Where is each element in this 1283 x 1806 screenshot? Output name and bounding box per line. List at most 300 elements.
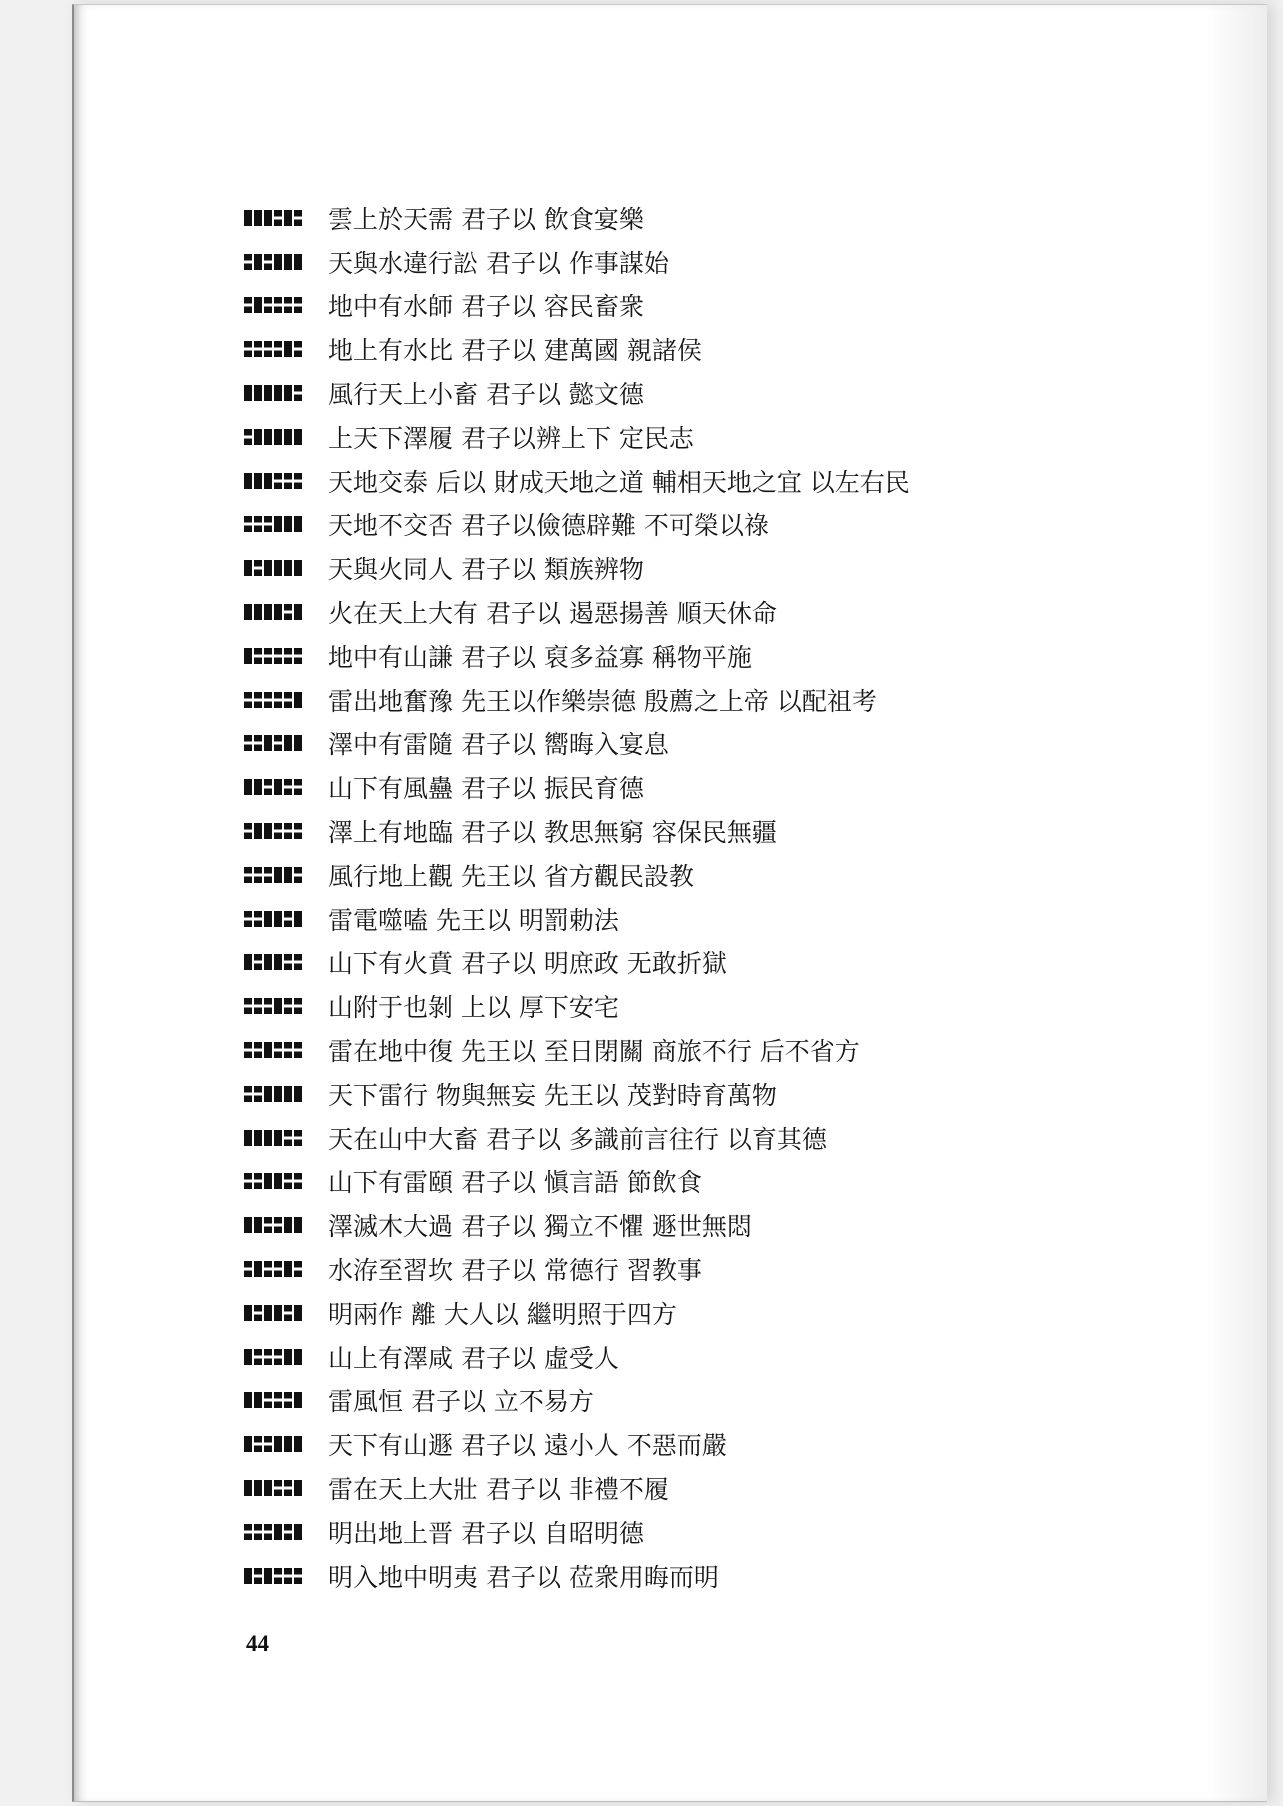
yin-line: [274, 1577, 282, 1584]
hexagram-entry: [244, 1291, 1144, 1335]
yang-line: [274, 1173, 282, 1189]
yang-line: [264, 1305, 272, 1321]
yin-line: [274, 745, 282, 752]
yin-line: [254, 1183, 262, 1190]
yin-line: [284, 1533, 292, 1540]
yang-line: [284, 1349, 292, 1365]
yin-line: [254, 867, 262, 874]
yin-line: [274, 823, 282, 830]
yin-line: [254, 657, 262, 664]
yang-line: [294, 911, 302, 927]
hexagram-icon: [244, 823, 304, 839]
yin-line: [244, 341, 252, 348]
yin-line: [264, 998, 272, 1005]
hexagram-text: 地中有水師 君子以 容民畜衆: [328, 292, 644, 322]
yin-line: [284, 779, 292, 786]
yang-line: [244, 1392, 252, 1408]
yang-line: [244, 1130, 252, 1146]
yin-line: [244, 1086, 252, 1093]
yin-line: [264, 526, 272, 533]
yang-line: [244, 1217, 252, 1233]
yang-line: [254, 1261, 262, 1277]
hexagram-entry: [244, 196, 1144, 240]
yang-line: [274, 1130, 282, 1146]
yin-line: [294, 297, 302, 304]
yang-line: [244, 1480, 252, 1496]
yang-line: [254, 473, 262, 489]
yin-line: [284, 1139, 292, 1146]
yin-line: [294, 954, 302, 961]
hexagram-icon: [244, 254, 304, 270]
yin-line: [244, 438, 252, 445]
yin-line: [284, 604, 292, 611]
yang-line: [294, 1392, 302, 1408]
yin-line: [284, 297, 292, 304]
yang-line: [284, 735, 292, 751]
yin-line: [244, 1042, 252, 1049]
yin-line: [274, 307, 282, 314]
hexagram-text: 水洊至習坎 君子以 常德行 習教事: [328, 1256, 702, 1286]
hexagram-icon: [244, 1042, 304, 1058]
hexagram-text: 澤滅木大過 君子以 獨立不懼 遯世無悶: [328, 1212, 752, 1242]
yin-line: [284, 1402, 292, 1409]
hexagram-icon: [244, 735, 304, 751]
yin-line: [294, 1130, 302, 1137]
yin-line: [294, 823, 302, 830]
yin-line: [244, 920, 252, 927]
yin-line: [244, 1008, 252, 1015]
yin-line: [264, 1446, 272, 1453]
yin-line: [264, 1008, 272, 1015]
hexagram-icon: [244, 1305, 304, 1321]
yin-line: [244, 735, 252, 742]
hexagram-icon: [244, 779, 304, 795]
yin-line: [244, 833, 252, 840]
yang-line: [254, 297, 262, 313]
yin-line: [274, 1271, 282, 1278]
yang-line: [244, 210, 252, 226]
yang-line: [284, 560, 292, 576]
yin-line: [274, 473, 282, 480]
yin-line: [264, 307, 272, 314]
yin-line: [244, 823, 252, 830]
yin-line: [284, 692, 292, 699]
yin-line: [244, 1533, 252, 1540]
yang-line: [294, 1480, 302, 1496]
yin-line: [294, 1261, 302, 1268]
hexagram-icon: [244, 341, 304, 357]
yang-line: [274, 254, 282, 270]
yang-line: [254, 1392, 262, 1408]
yin-line: [244, 516, 252, 523]
yin-line: [254, 351, 262, 358]
yin-line: [254, 1095, 262, 1102]
yin-line: [244, 263, 252, 270]
hexagram-entry: [244, 1510, 1144, 1554]
hexagram-icon: [244, 1436, 304, 1452]
yang-line: [294, 1349, 302, 1365]
hexagram-icon: [244, 1130, 304, 1146]
yin-line: [274, 692, 282, 699]
yin-line: [264, 701, 272, 708]
yang-line: [284, 429, 292, 445]
yang-line: [244, 1436, 252, 1452]
hexagram-icon: [244, 560, 304, 576]
yin-line: [294, 998, 302, 1005]
yin-line: [294, 210, 302, 217]
yin-line: [274, 1227, 282, 1234]
yin-line: [264, 1349, 272, 1356]
yin-line: [294, 648, 302, 655]
yin-line: [254, 516, 262, 523]
yin-line: [264, 297, 272, 304]
yin-line: [254, 954, 262, 961]
yin-line: [294, 219, 302, 226]
yin-line: [244, 1183, 252, 1190]
yin-line: [274, 1217, 282, 1224]
yin-line: [274, 1568, 282, 1575]
yin-line: [284, 648, 292, 655]
hexagram-entry: [244, 1422, 1144, 1466]
hexagram-icon: [244, 385, 304, 401]
yin-line: [284, 1042, 292, 1049]
yang-line: [284, 516, 292, 532]
yin-line: [244, 745, 252, 752]
yang-line: [254, 1217, 262, 1233]
yin-line: [254, 1577, 262, 1584]
yang-line: [264, 954, 272, 970]
yang-line: [244, 779, 252, 795]
yang-line: [264, 385, 272, 401]
yin-line: [254, 1173, 262, 1180]
yin-line: [284, 1314, 292, 1321]
yang-line: [294, 1524, 302, 1540]
hexagram-entry: [244, 809, 1144, 853]
yin-line: [254, 1446, 262, 1453]
yin-line: [264, 779, 272, 786]
hexagram-icon: [244, 297, 304, 313]
yang-line: [254, 254, 262, 270]
yin-line: [264, 1358, 272, 1365]
yin-line: [274, 657, 282, 664]
yin-line: [284, 614, 292, 621]
hexagram-text: 澤上有地臨 君子以 教思無窮 容保民無疆: [328, 818, 777, 848]
yin-line: [284, 998, 292, 1005]
yang-line: [274, 385, 282, 401]
yin-line: [274, 1052, 282, 1059]
yang-line: [254, 823, 262, 839]
yin-line: [294, 867, 302, 874]
hexagram-text: 山附于也剝 上以 厚下安宅: [328, 993, 619, 1023]
yin-line: [274, 351, 282, 358]
yin-line: [264, 263, 272, 270]
yin-line: [264, 1227, 272, 1234]
yin-line: [294, 1568, 302, 1575]
yin-line: [274, 648, 282, 655]
yin-line: [294, 341, 302, 348]
yang-line: [284, 385, 292, 401]
yang-line: [244, 473, 252, 489]
hexagram-text: 火在天上大有 君子以 遏惡揚善 順天休命: [328, 599, 777, 629]
hexagram-entry: [244, 678, 1144, 722]
yang-line: [254, 1130, 262, 1146]
yin-line: [274, 1402, 282, 1409]
yang-line: [254, 210, 262, 226]
hexagram-text: 澤中有雷隨 君子以 嚮晦入宴息: [328, 730, 669, 760]
yin-line: [284, 1524, 292, 1531]
yin-line: [244, 526, 252, 533]
yang-line: [264, 1480, 272, 1496]
yang-line: [294, 429, 302, 445]
yin-line: [294, 789, 302, 796]
yin-line: [244, 1173, 252, 1180]
yang-line: [244, 954, 252, 970]
yin-line: [254, 1436, 262, 1443]
hexagram-text: 雷電噬嗑 先王以 明罰勅法: [328, 905, 619, 935]
yin-line: [264, 867, 272, 874]
yang-line: [264, 473, 272, 489]
yin-line: [254, 1358, 262, 1365]
hexagram-text: 山下有火賁 君子以 明庶政 无敢折獄: [328, 949, 727, 979]
yin-line: [294, 1139, 302, 1146]
yin-line: [284, 1490, 292, 1497]
yin-line: [284, 1052, 292, 1059]
yang-line: [284, 1086, 292, 1102]
hexagram-icon: [244, 1349, 304, 1365]
yin-line: [254, 1533, 262, 1540]
hexagram-text: 風行地上觀 先王以 省方觀民設教: [328, 861, 694, 891]
yang-line: [254, 604, 262, 620]
yin-line: [294, 657, 302, 664]
yin-line: [294, 395, 302, 402]
yin-line: [264, 692, 272, 699]
hexagram-icon: [244, 1524, 304, 1540]
yin-line: [264, 341, 272, 348]
yin-line: [284, 657, 292, 664]
page-number: 44: [246, 1631, 269, 1656]
yang-line: [284, 1436, 292, 1452]
hexagram-entry: [244, 459, 1144, 503]
hexagram-icon: [244, 210, 304, 226]
yin-line: [264, 351, 272, 358]
hexagram-icon: [244, 1173, 304, 1189]
yin-line: [264, 1533, 272, 1540]
yin-line: [244, 429, 252, 436]
yang-line: [244, 604, 252, 620]
yin-line: [294, 876, 302, 883]
yang-line: [284, 867, 292, 883]
hexagram-text: 上天下澤履 君子以辨上下 定民志: [328, 423, 694, 453]
yang-line: [294, 254, 302, 270]
yang-line: [254, 779, 262, 795]
yang-line: [264, 735, 272, 751]
hexagram-entry: [244, 284, 1144, 328]
yin-line: [254, 998, 262, 1005]
yang-line: [274, 429, 282, 445]
yin-line: [284, 1008, 292, 1015]
yin-line: [284, 1577, 292, 1584]
yin-line: [294, 964, 302, 971]
hexagram-entry: [244, 765, 1144, 809]
yang-line: [274, 954, 282, 970]
hexagram-text: 明入地中明夷 君子以 莅衆用晦而明: [328, 1562, 719, 1592]
hexagram-icon: [244, 648, 304, 664]
yin-line: [274, 1358, 282, 1365]
yin-line: [284, 1568, 292, 1575]
yin-line: [294, 1052, 302, 1059]
yin-line: [294, 351, 302, 358]
yin-line: [254, 1042, 262, 1049]
yin-line: [264, 1392, 272, 1399]
hexagram-text: 明出地上晋 君子以 自昭明德: [328, 1518, 644, 1548]
yin-line: [274, 1261, 282, 1268]
yang-line: [294, 516, 302, 532]
yin-line: [294, 307, 302, 314]
yin-line: [274, 1042, 282, 1049]
yin-line: [274, 1349, 282, 1356]
yin-line: [254, 1086, 262, 1093]
hexagram-icon: [244, 1086, 304, 1102]
yang-line: [274, 560, 282, 576]
hexagram-text: 地上有水比 君子以 建萬國 親諸侯: [328, 336, 702, 366]
yang-line: [294, 604, 302, 620]
hexagram-icon: [244, 1480, 304, 1496]
hexagram-entry: [244, 1028, 1144, 1072]
yin-line: [294, 1173, 302, 1180]
hexagram-entry: [244, 1466, 1144, 1510]
yin-line: [274, 219, 282, 226]
yin-line: [254, 964, 262, 971]
yin-line: [294, 833, 302, 840]
hexagram-icon: [244, 1261, 304, 1277]
yang-line: [264, 429, 272, 445]
hexagram-text: 風行天上小畜 君子以 懿文德: [328, 380, 644, 410]
yin-line: [254, 648, 262, 655]
yin-line: [264, 657, 272, 664]
hexagram-icon: [244, 692, 304, 708]
hexagram-icon: [244, 867, 304, 883]
hexagram-text: 天下雷行 物與無妄 先王以 茂對時育萬物: [328, 1080, 777, 1110]
hexagram-text: 雷在地中復 先王以 至日閉關 商旅不行 后不省方: [328, 1037, 860, 1067]
yin-line: [274, 735, 282, 742]
yin-line: [264, 1524, 272, 1531]
yang-line: [264, 210, 272, 226]
yin-line: [274, 482, 282, 489]
hexagram-entry: [244, 1379, 1144, 1423]
yin-line: [274, 297, 282, 304]
yin-line: [244, 911, 252, 918]
yin-line: [264, 1261, 272, 1268]
yang-line: [294, 1436, 302, 1452]
yin-line: [244, 1095, 252, 1102]
yin-line: [254, 1349, 262, 1356]
yin-line: [294, 1271, 302, 1278]
hexagram-entry: [244, 415, 1144, 459]
hexagram-icon: [244, 998, 304, 1014]
yang-line: [284, 1217, 292, 1233]
yin-line: [274, 1490, 282, 1497]
hexagram-entry: [244, 1116, 1144, 1160]
yin-line: [254, 701, 262, 708]
yin-line: [274, 701, 282, 708]
yin-line: [254, 876, 262, 883]
yin-line: [264, 1217, 272, 1224]
yang-line: [274, 604, 282, 620]
yin-line: [294, 1008, 302, 1015]
yin-line: [244, 998, 252, 1005]
hexagram-entry: [244, 1554, 1144, 1598]
yin-line: [284, 1173, 292, 1180]
yang-line: [274, 516, 282, 532]
yin-line: [284, 911, 292, 918]
yin-line: [244, 701, 252, 708]
hexagram-entry: [244, 984, 1144, 1028]
yin-line: [274, 1480, 282, 1487]
hexagram-entry: [244, 722, 1144, 766]
yang-line: [284, 1261, 292, 1277]
hexagram-icon: [244, 1392, 304, 1408]
yin-line: [274, 210, 282, 217]
yin-line: [264, 789, 272, 796]
hexagram-entry: [244, 503, 1144, 547]
hexagram-entry: [244, 634, 1144, 678]
yin-line: [244, 1261, 252, 1268]
yin-line: [244, 1052, 252, 1059]
hexagram-icon: [244, 911, 304, 927]
yin-line: [254, 1314, 262, 1321]
yang-line: [264, 1042, 272, 1058]
yin-line: [264, 516, 272, 523]
hexagram-entry: [244, 371, 1144, 415]
yang-line: [294, 1305, 302, 1321]
yin-line: [264, 1436, 272, 1443]
yin-line: [264, 648, 272, 655]
hexagram-entry: [244, 1335, 1144, 1379]
yang-line: [264, 560, 272, 576]
hexagram-entry: [244, 1247, 1144, 1291]
yang-line: [294, 735, 302, 751]
hexagram-icon: [244, 429, 304, 445]
yin-line: [254, 560, 262, 567]
hexagram-text: 天與水違行訟 君子以 作事謀始: [328, 248, 669, 278]
hexagram-entry: [244, 327, 1144, 371]
yang-line: [264, 1173, 272, 1189]
yang-line: [254, 429, 262, 445]
hexagram-text: 山下有雷頤 君子以 愼言語 節飲食: [328, 1168, 702, 1198]
yin-line: [254, 341, 262, 348]
yin-line: [274, 341, 282, 348]
hexagram-icon: [244, 1217, 304, 1233]
yin-line: [244, 867, 252, 874]
yin-line: [284, 789, 292, 796]
yin-line: [264, 254, 272, 261]
yin-line: [254, 692, 262, 699]
yin-line: [284, 920, 292, 927]
yin-line: [264, 1402, 272, 1409]
yin-line: [254, 1052, 262, 1059]
hexagram-list: [244, 196, 1144, 1598]
yin-line: [284, 307, 292, 314]
yang-line: [294, 1086, 302, 1102]
yin-line: [284, 833, 292, 840]
yang-line: [274, 779, 282, 795]
yin-line: [284, 1392, 292, 1399]
yin-line: [254, 735, 262, 742]
hexagram-text: 地中有山謙 君子以 裒多益寡 稱物平施: [328, 642, 752, 672]
yang-line: [284, 210, 292, 226]
yang-line: [274, 1305, 282, 1321]
hexagram-text: 天地交泰 后以 財成天地之道 輔相天地之宜 以左右民: [328, 467, 910, 497]
